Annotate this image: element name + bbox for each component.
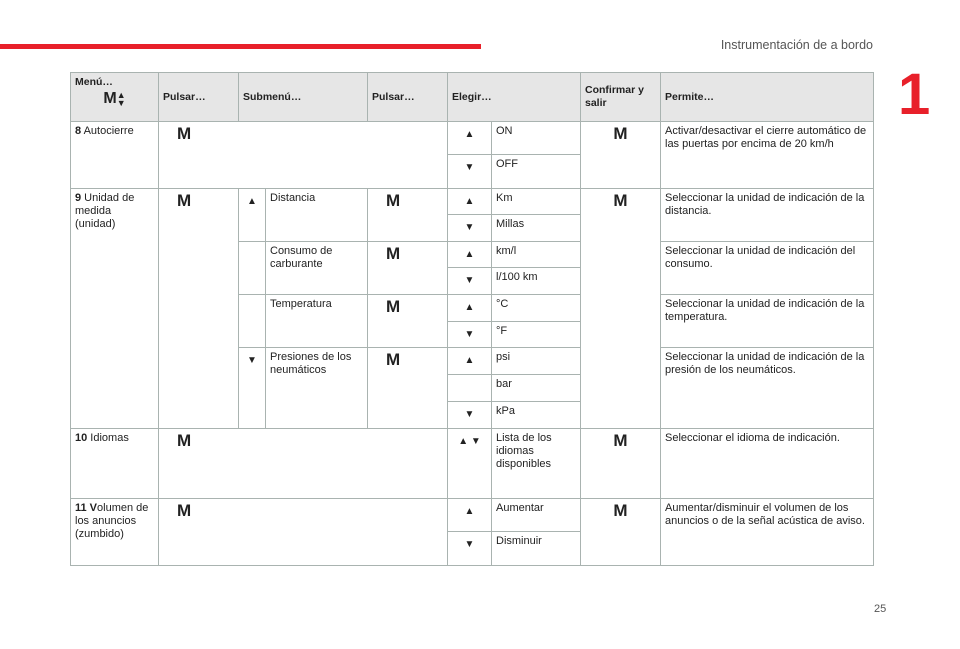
description: Aumentar/disminuir el volumen de los anuncios o de la señal acústica de aviso. [661, 499, 874, 566]
up-arrow-icon: ▲ [448, 242, 492, 268]
m-button-icon: M [159, 499, 448, 566]
description: Seleccionar la unidad de indicación de la temperatura. [661, 295, 874, 348]
m-button-icon: M [368, 348, 448, 429]
page-number: 25 [874, 603, 887, 615]
menu-item-volume: 11 Volumen de los anuncios (zumbido) [71, 499, 159, 566]
up-down-arrows-icon: ▲ ▼ [448, 429, 492, 499]
chapter-number: 1 [898, 62, 931, 127]
submenu-consumption: Consumo de carburante [266, 242, 368, 295]
down-arrow-icon: ▼ [448, 215, 492, 242]
submenu-distance: Distancia [266, 189, 368, 242]
m-button-icon: M [581, 429, 661, 499]
header-submenu: Submenú… [239, 73, 368, 122]
empty-cell [239, 242, 266, 295]
description: Seleccionar la unidad de indicación del consumo. [661, 242, 874, 295]
table-header [71, 73, 874, 122]
header-press: Pulsar… [159, 73, 239, 122]
option-l100: l/100 km [492, 268, 581, 295]
up-arrow-icon: ▲ [448, 189, 492, 215]
menu-table [70, 72, 874, 566]
header-choose: Elegir… [448, 73, 581, 122]
table-row [71, 189, 874, 215]
empty-cell [448, 375, 492, 402]
menu-button-icon: M▲ ▼ [103, 90, 126, 108]
m-button-icon: M [159, 122, 448, 189]
down-arrow-icon: ▼ [448, 532, 492, 566]
menu-item-languages: 10 Idiomas [71, 429, 159, 499]
option-off: OFF [492, 155, 581, 189]
description: Seleccionar la unidad de indicación de la presión de los neumáticos. [661, 348, 874, 429]
option-celsius: °C [492, 295, 581, 322]
red-header-bar [0, 44, 481, 49]
option-kpa: kPa [492, 402, 581, 429]
table-row [71, 499, 874, 532]
header-press-2: Pulsar… [368, 73, 448, 122]
menu-item-units: 9 Unidad de medida (unidad) [71, 189, 159, 429]
option-language-list: Lista de los idiomas disponibles [492, 429, 581, 499]
option-kml: km/l [492, 242, 581, 268]
up-arrow-icon: ▲ [448, 499, 492, 532]
m-button-icon: M [581, 499, 661, 566]
down-arrow-icon: ▼ [239, 348, 266, 429]
submenu-tyre-pressure: Presiones de los neumáticos [266, 348, 368, 429]
option-psi: psi [492, 348, 581, 375]
option-fahrenheit: °F [492, 322, 581, 348]
option-miles: Millas [492, 215, 581, 242]
table-row [71, 122, 874, 155]
submenu-temperature: Temperatura [266, 295, 368, 348]
up-arrow-icon: ▲ [448, 348, 492, 375]
option-km: Km [492, 189, 581, 215]
m-button-icon: M [581, 189, 661, 429]
header-confirm: Confirmar y salir [581, 73, 661, 122]
header-allows: Permite… [661, 73, 874, 122]
option-decrease: Disminuir [492, 532, 581, 566]
m-button-icon: M [159, 189, 239, 429]
down-arrow-icon: ▼ [448, 322, 492, 348]
m-button-icon: M [368, 189, 448, 242]
up-arrow-icon: ▲ [448, 295, 492, 322]
m-button-icon: M [368, 295, 448, 348]
option-increase: Aumentar [492, 499, 581, 532]
up-arrow-icon: ▲ [448, 122, 492, 155]
section-title: Instrumentación de a bordo [720, 38, 873, 52]
down-arrow-icon: ▼ [448, 402, 492, 429]
menu-item-autolock: 8 Autocierre [71, 122, 159, 189]
table-row [71, 429, 874, 499]
m-button-icon: M [581, 122, 661, 189]
m-button-icon: M [159, 429, 448, 499]
option-on: ON [492, 122, 581, 155]
description: Seleccionar la unidad de indicación de la distancia. [661, 189, 874, 242]
up-arrow-icon: ▲ [239, 189, 266, 242]
empty-cell [239, 295, 266, 348]
down-arrow-icon: ▼ [448, 155, 492, 189]
header-menu: Menú… M▲ ▼ [71, 73, 159, 122]
m-button-icon: M [368, 242, 448, 295]
description: Activar/desactivar el cierre automático de las puertas por encima de 20 km/h [661, 122, 874, 189]
down-arrow-icon: ▼ [448, 268, 492, 295]
option-bar: bar [492, 375, 581, 402]
description: Seleccionar el idioma de indicación. [661, 429, 874, 499]
